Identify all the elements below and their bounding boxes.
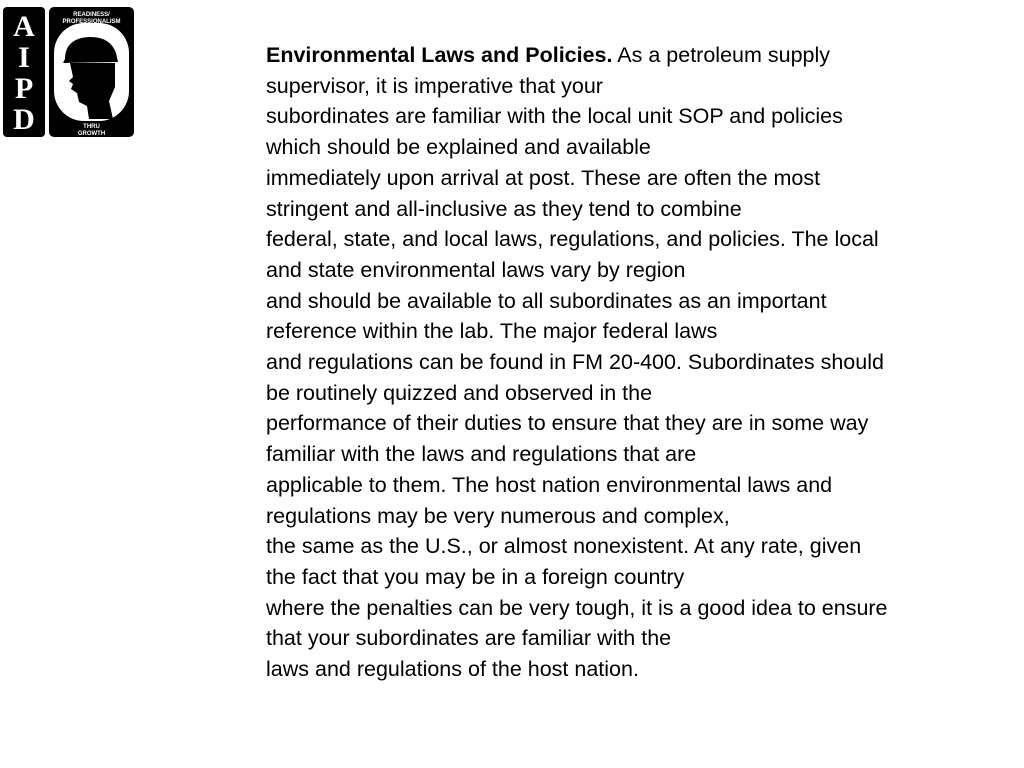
paragraph-first-line	[266, 40, 986, 71]
text-line: subordinates are familiar with the local unit SOP and policies	[266, 104, 843, 129]
text-line: supervisor, it is imperative that your	[266, 73, 603, 98]
text-line: familiar with the laws and regulations that are	[266, 442, 697, 467]
document-body	[266, 40, 986, 685]
text-line: be routinely quizzed and observed in the	[266, 380, 653, 405]
paragraph-heading: Environmental Laws and Policies.	[266, 43, 613, 67]
logo-letter-i: I	[18, 41, 30, 74]
aipd-logo	[3, 7, 134, 137]
first-line-text: As a petroleum supply	[612, 43, 831, 67]
text-line: reference within the lab. The major federal laws	[266, 319, 718, 344]
text-line: laws and regulations of the host nation.	[266, 657, 639, 682]
text-line: federal, state, and local laws, regulations, and policies. The local	[266, 227, 879, 252]
text-line: immediately upon arrival at post. These are often the most	[266, 165, 821, 190]
text-line: and should be available to all subordinates as an important	[266, 288, 827, 313]
text-line: that your subordinates are familiar with the	[266, 626, 672, 651]
logo-letter-a: A	[13, 10, 35, 43]
text-line: which should be explained and available	[266, 135, 651, 160]
text-line: performance of their duties to ensure that they are in some way	[266, 411, 869, 436]
logo-top-text-line2: PROFESSIONALISM	[62, 19, 121, 25]
text-line: the fact that you may be in a foreign country	[266, 564, 685, 589]
logo-bottom-text-line1: THRU	[83, 124, 100, 130]
text-line: applicable to them. The host nation environmental laws and	[266, 472, 833, 497]
text-line: and regulations can be found in FM 20-400. Subordinates should	[266, 350, 884, 375]
logo-letter-p: P	[14, 72, 34, 105]
text-line: where the penalties can be very tough, it is a good idea to ensure	[266, 595, 888, 620]
text-line: the same as the U.S., or almost nonexistent. At any rate, given	[266, 534, 862, 559]
logo-bottom-text-line2: GROWTH	[77, 131, 106, 137]
text-line: and state environmental laws vary by region	[266, 257, 686, 282]
text-line: regulations may be very numerous and complex,	[266, 503, 730, 528]
logo-top-text-line1: READINESS/	[73, 12, 110, 18]
text-line: stringent and all-inclusive as they tend to combine	[266, 196, 742, 221]
logo-letter-d: D	[13, 103, 35, 136]
